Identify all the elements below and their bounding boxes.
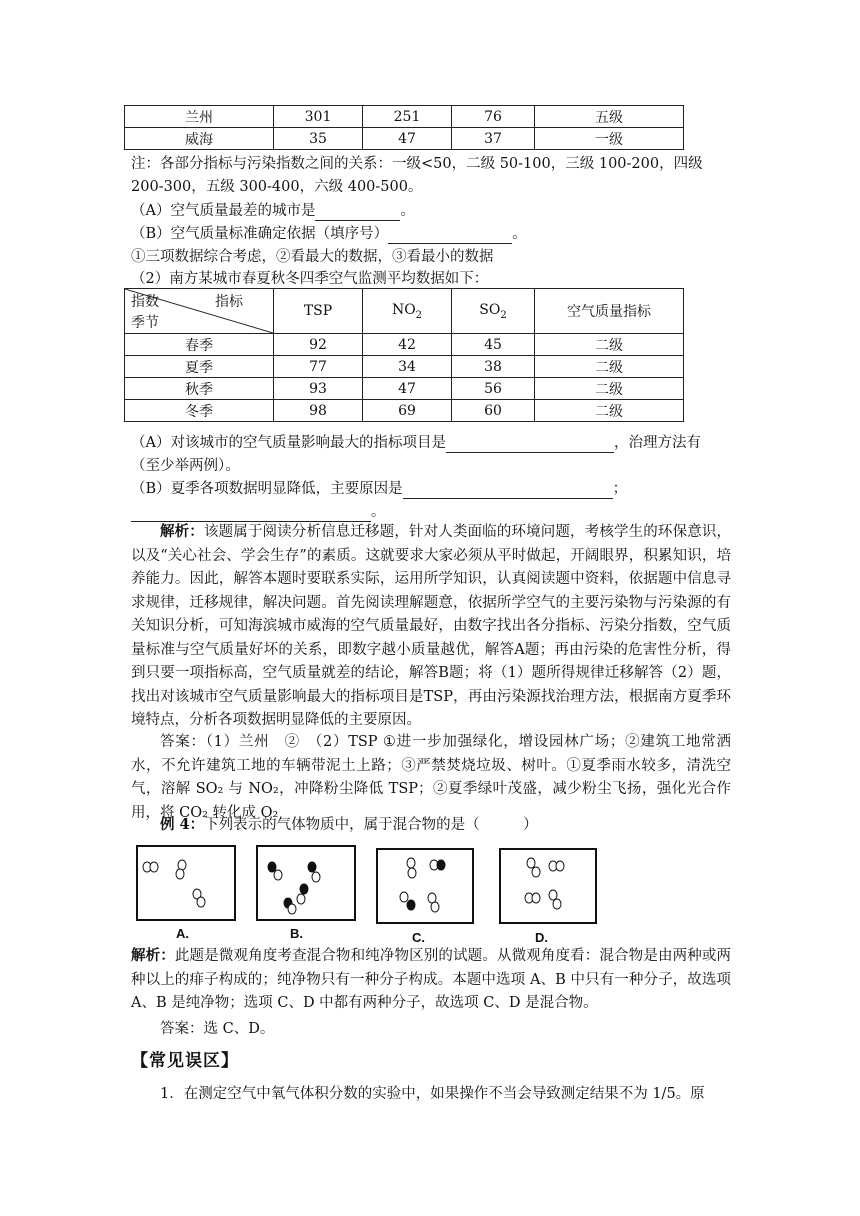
analysis-label: 解析： [160,523,204,540]
table-cell: 92 [274,334,363,356]
city-air-table [124,105,684,150]
table-header-row [125,289,684,334]
question-2b-text: （B）夏季各项数据明显降低，主要原因是 [131,481,403,497]
question-2b: （B）夏季各项数据明显降低，主要原因是 ； [131,481,628,497]
analysis-text: 该题属于阅读分析信息迁移题，针对人类面临的环境问题，考核学生的环保意识，以及“关心社会、学会生存”的素质。这就要求大家必须从平时做起，开阔眼界，积累知识，培养能力。因此，解答本题时要联系实际，运用所学知识，认真阅读题中资料，依据题中信息寻求规律，迁移规律，解决问题。首先阅读理解题意，依据所学空气的主要污染物与污染源的有关知识分析，可知海滨城市威海的空气质量最好，由数字找出各分指标、污染分指数，空气质量标准与空气质量好坏的关系，即数字越小质量越优，解答A题；再由污染的危害性分析，得到只要一项指标高，空气质量就差的结论，解答B题；将（1）题所得规律迁移解答（2）题，找出对该城市空气质量影响最大的指标项目是TSP，再由污染源找治理方法，根据南方夏季环境特点，分析各项数据明显降低的主要原因。 [131,524,731,728]
question-2a-tail: ，治理方法有 [613,435,701,451]
table-cell: 二级 [535,400,684,422]
option-a-label[interactable]: A. [176,926,189,941]
question-b: （B）空气质量标准确定依据（填序号） 。 [131,226,527,242]
table-cell: 45 [452,334,535,356]
table-cell: 38 [452,356,535,378]
table-cell: 二级 [535,356,684,378]
table-cell: 冬季 [125,400,274,422]
table-cell: 秋季 [125,378,274,400]
molecule-diagram [378,850,472,922]
table-cell: 69 [363,400,452,422]
table-cell: 56 [452,378,535,400]
table-cell: 47 [363,378,452,400]
table-cell: 夏季 [125,356,274,378]
example-4 [160,815,538,835]
header-air-quality: 空气质量指标 [535,289,684,334]
answer-label: 答案： [160,734,206,750]
table-row [125,356,684,378]
question-2b-cont: 。 [131,502,386,522]
corner-label-season: 季节 [131,315,159,331]
table-cell: 威海 [125,128,274,150]
question-2-title: （2）南方某城市春夏秋冬四季空气监测平均数据如下： [131,271,489,287]
answer-1 [131,731,731,825]
table-cell: 一级 [535,128,684,150]
header-tsp: TSP [274,289,363,334]
table-cell: 五级 [535,106,684,128]
table-cell: 二级 [535,378,684,400]
option-c-label[interactable]: C. [412,930,425,945]
table-row [125,400,684,422]
question-2a-cont: （至少举两例）。 [131,458,240,474]
analysis-text: 此题是微观角度考查混合物和纯净物区别的试题。从微观角度看：混合物是由两种或两种以上的痱子构成的；纯净物只有一种分子构成。本题中选项 A、B 中只有一种分子，故选项 A、B 是纯净物；选项 C、D 中都有两种分子，故选项 C、D 是混合物。 [131,948,732,1011]
table-cell: 76 [452,106,535,128]
answer-2: 答案：选 C、D。 [160,1021,275,1037]
analysis-label: 解析： [131,947,175,964]
example-text: 下列表示的气体物质中，属于混合物的是（ ） [204,817,538,833]
molecule-diagram [258,847,354,919]
analysis-1 [131,520,731,733]
answer-blank[interactable] [403,483,613,499]
table-cell: 37 [452,128,535,150]
option-c-diagram [376,848,474,924]
molecule-diagram [501,850,595,922]
option-a-diagram [136,845,236,921]
answer-blank[interactable] [388,228,512,244]
answer-blank[interactable] [315,205,400,221]
table-row [125,106,684,128]
table-cell: 35 [274,128,363,150]
note-line-1: 注：各部分指标与污染指数之间的关系：一级<50，二级 50-100，三级 100-200，四级 [131,156,703,172]
table-cell: 93 [274,378,363,400]
molecule-diagram [138,847,234,919]
section-title: 【常见误区】 [131,1051,239,1071]
header-no2: $NO_2$ [363,289,452,334]
table-row [125,334,684,356]
table-cell: 77 [274,356,363,378]
table-cell: 47 [363,128,452,150]
option-d-diagram [499,848,597,924]
corner-label-index: 指数 [131,294,159,310]
corner-label-indicator: 指标 [215,294,243,310]
diagonal-header-cell [125,289,274,334]
question-b-options: ①三项数据综合考虑，②看最大的数据，③看最小的数据 [131,249,494,265]
question-a-text: （A）空气质量最差的城市是 [131,203,316,219]
note-line-2: 200-300，五级 300-400，六级 400-500。 [131,179,423,195]
table-cell: 98 [274,400,363,422]
table-row [125,378,684,400]
question-b-text: （B）空气质量标准确定依据（填序号） [131,226,389,242]
answer-blank[interactable] [446,437,614,453]
item-1: 1．在测定空气中氧气体积分数的实验中，如果操作不当会导致测定结果不为 1/5。原 [160,1086,705,1102]
table-row [125,128,684,150]
example-label: 例 4： [160,816,205,833]
table-cell: 60 [452,400,535,422]
question-a: （A）空气质量最差的城市是 。 [131,203,415,219]
header-so2: $SO_2$ [452,289,535,334]
option-d-label[interactable]: D. [535,930,548,945]
table-cell: 兰州 [125,106,274,128]
table-cell: 二级 [535,334,684,356]
table-cell: 42 [363,334,452,356]
table-cell: 34 [363,356,452,378]
question-2a-text: （A）对该城市的空气质量影响最大的指标项目是 [131,435,446,451]
table-cell: 春季 [125,334,274,356]
option-b-diagram [256,845,356,921]
answer-text: （1）兰州 ② （2）TSP ①进一步加强绿化，增设园林广场；②建筑工地常洒水，不允许建筑工地的车辆带泥土上路；③严禁焚烧垃圾、树叶。①夏季雨水较多，清洗空气，溶解 SO₂ 与 NO₂，冲降粉尘降低 TSP；②夏季绿叶茂盛，减少粉尘飞扬，强化光合作用，将 CO₂ 转化成 O₂ [131,734,732,821]
question-2a [131,433,701,453]
season-air-table [124,288,684,422]
table-cell: 301 [274,106,363,128]
analysis-2 [131,944,731,1016]
table-cell: 251 [363,106,452,128]
option-b-label[interactable]: B. [290,926,303,941]
